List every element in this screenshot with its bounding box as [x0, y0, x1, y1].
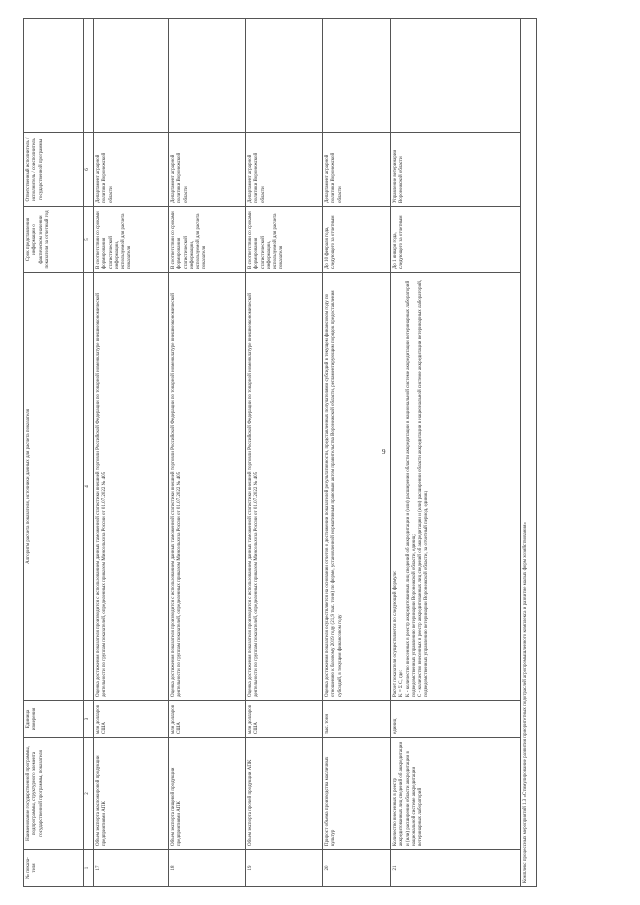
rotated-table-container — [23, 19, 528, 887]
unit: млн долларов США — [169, 701, 246, 738]
deadline: В соответствии со сроками формирования статистической информации, используемой для расчета показателя — [246, 207, 323, 273]
empty-cell — [24, 19, 84, 133]
col-number: 3 — [84, 701, 94, 738]
algorithm-line: Расчет показателя осуществляется по следующей формуле: — [393, 570, 398, 697]
deadline: До 1 января года, следующего за отчетным — [391, 207, 521, 273]
unit: тыс. тонн — [323, 701, 391, 738]
algorithm — [391, 273, 521, 701]
header-number: № показа- теля — [24, 850, 84, 887]
deadline: В соответствии со сроками формирования статистической информации, используемой для расчета показателя — [169, 207, 246, 273]
header-deadline: Срок представления информации о фактическом значении показателя за отчетный год — [24, 207, 84, 273]
col-number: 4 — [84, 273, 94, 701]
responsible: Департамент аграрной политики Воронежской области — [323, 133, 391, 207]
indicators-table — [23, 18, 537, 887]
table-row — [246, 19, 323, 887]
indicator-name: Объем экспорта прочей продукции АПК — [246, 738, 323, 850]
algorithm: Оценка достижения показателя производится с использованием данных таможенной статистики внешней торговли Российской Федерации по товарной номенклатуре внешнеэкономической деятельности по группам показателей, определенных приказом Минсельхоза России от 01.07.2022 № 405 — [94, 273, 169, 701]
col-number: 6 — [84, 133, 94, 207]
header-name: Наименование государственной программы, подпрограммы, структурного элемента государственной программы, показателя — [24, 738, 84, 850]
responsible: Департамент аграрной политики Воронежской области — [246, 133, 323, 207]
table-row — [323, 19, 391, 887]
algorithm-line: K - количество внесенных в реестр аккредитованных лиц сведений об аккредитации и (или) расширении области аккредитации в национальной системе аккредитации ветеринарных лабораторий подведомственных управлению ветеринарии Воронежской области, единиц; — [405, 280, 417, 697]
unit: млн долларов США — [246, 701, 323, 738]
col-number: 1 — [84, 850, 94, 887]
formula: K = Σ C, где: — [399, 670, 405, 697]
row-number: 19 — [246, 850, 323, 887]
empty-cell — [94, 19, 169, 133]
section-footer-row — [521, 19, 537, 887]
deadline: До 10 февраля года, следующего за отчетным — [323, 207, 391, 273]
col-number: 2 — [84, 738, 94, 850]
table-row — [169, 19, 246, 887]
row-number: 21 — [391, 850, 521, 887]
table-row — [94, 19, 169, 887]
unit: млн долларов США — [94, 701, 169, 738]
header-responsible: Ответственный исполнитель / исполнитель / соисполнитель государственной программы — [24, 133, 84, 207]
indicator-name: Объем экспорта масложировой продукции предприятиями АПК — [94, 738, 169, 850]
header-unit: Единица измерения — [24, 701, 84, 738]
algorithm: Оценка достижения показателя осуществляется на основании отчетов о достижении показателей результативности, представленных получателями субсидий в текущем финансовом году по отношению к базовому 2019 году (21,9 тыс. тонн) по форме, установленной нормативным правовым актом правительства Воронежской области, регламентирующим порядок предоставления субсидий, в текущем финансовом году — [323, 273, 391, 701]
responsible: Департамент аграрной политики Воронежской области — [169, 133, 246, 207]
section-title: Комплекс процессных мероприятий 1.3 «Стимулирование развития приоритетных подотраслей агропромышленного комплекса и развитие малых форм хозяйствования» — [521, 19, 537, 887]
col-number: 5 — [84, 207, 94, 273]
indicator-name: Количество внесенных в реестр аккредитованных лиц сведений об аккредитации и (или) расширении области аккредитации в национальной системе аккредитации ветеринарных лабораторий — [391, 738, 521, 850]
responsible: Управление ветеринарии Воронежской области — [391, 133, 521, 207]
empty-cell — [169, 19, 246, 133]
empty-cell — [84, 19, 94, 133]
responsible: Департамент аграрной политики Воронежской области — [94, 133, 169, 207]
table-row — [391, 19, 521, 887]
column-number-row — [84, 19, 94, 887]
unit: единиц — [391, 701, 521, 738]
table-header-row — [24, 19, 84, 887]
row-number: 20 — [323, 850, 391, 887]
empty-cell — [246, 19, 323, 133]
deadline: В соответствии со сроками формирования статистической информации, используемой для расчета показателя — [94, 207, 169, 273]
row-number: 17 — [94, 850, 169, 887]
page-number: 9 — [382, 448, 386, 456]
row-number: 18 — [169, 850, 246, 887]
algorithm-line: C - количество внесенных в реестр аккредитованных лиц сведений об аккредитации и (или) расширении области аккредитации в национальной системе аккредитации ветеринарных лабораторий, подведомственных управлению ветеринарии Воронежской области, за отчетный период, единиц — [418, 279, 430, 697]
empty-cell — [391, 19, 521, 133]
header-algorithm: Алгоритм расчета показателя, источники данных для расчета показателя — [24, 273, 84, 701]
algorithm: Оценка достижения показателя производится с использованием данных таможенной статистики внешней торговли Российской Федерации по товарной номенклатуре внешнеэкономической деятельности по группам показателей, определенных приказом Минсельхоза России от 01.07.2022 № 405 — [169, 273, 246, 701]
indicator-name: Прирост объема производства масличных культур — [323, 738, 391, 850]
empty-cell — [323, 19, 391, 133]
algorithm: Оценка достижения показателя производится с использованием данных таможенной статистики внешней торговли Российской Федерации по товарной номенклатуре внешнеэкономической деятельности по группам показателей, определенных приказом Минсельхоза России от 01.07.2022 № 405 — [246, 273, 323, 701]
indicator-name: Объем экспорта пищевой продукции предприятиями АПК — [169, 738, 246, 850]
